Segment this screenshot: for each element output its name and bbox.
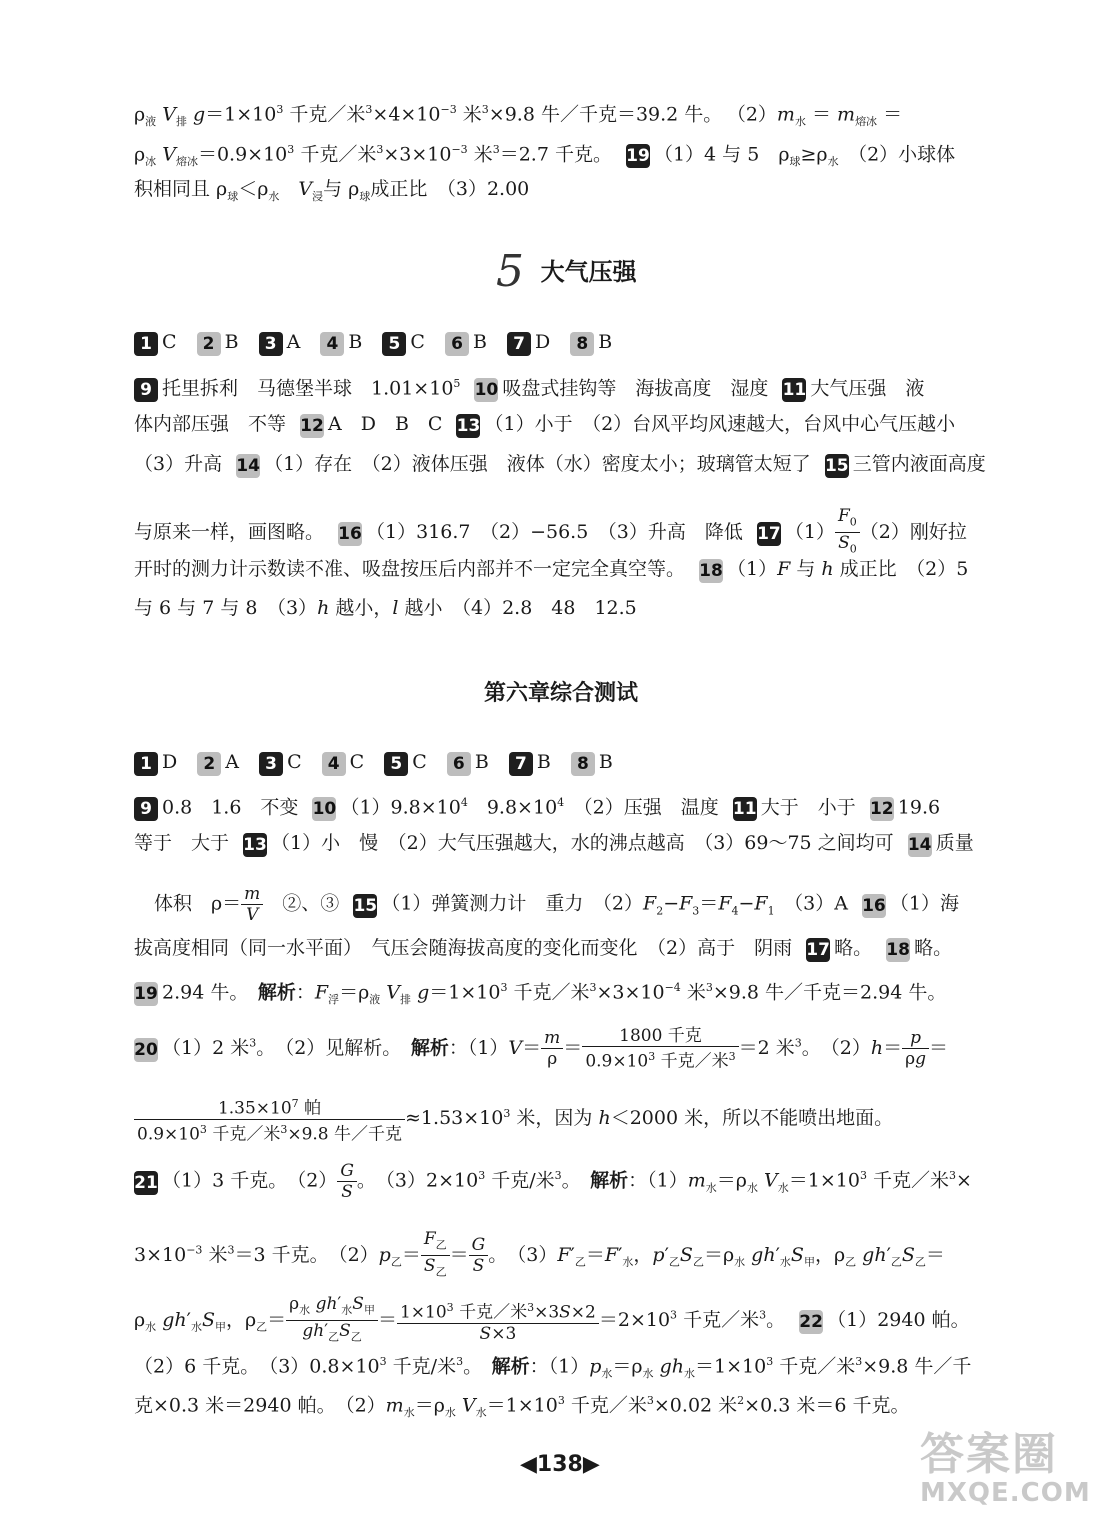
text-line: $\rho_水$ $gh'_水S_甲$，$\rho_乙=$ $\frac{\rho_水 gh'_水S_甲}{gh'_乙S_乙}$ ＝ $\frac{1\times 10^3 千克/米^3\times 3S\times 2}{S\times 3}$ $=2\times 10^3$ 千克／米$^3$。 22 （1）2940 帕。 (134, 1294, 970, 1348)
text-line: 开时的测力计示数读不准、吸盘按压后内部并不一定完全真空等。 18 （1）F 与 h 成正比 （2）5 (134, 558, 969, 581)
text-line: （3）升高 14 （1）存在 （2）液体压强 液体（水）密度太小；玻璃管太短了 15 三管内液面高度 (134, 453, 986, 476)
answer-letter: B (598, 751, 613, 773)
question-badge: 8 (570, 332, 594, 356)
text-line: 拔高度相同（同一水平面） 气压会随海拔高度的变化而变化 （2）高于 阴雨 17 略。 18 略。 (134, 937, 953, 960)
question-badge: 19 (626, 146, 650, 167)
answer-row (134, 330, 612, 356)
text-line: 体积 ρ＝ $\frac{m}{V}$ ②、③ 15 （1）弹簧测力计 重力 $(2)F_2-F_3=F_4-F_1$ （3）A 16 （1）海 (154, 884, 960, 925)
question-badge: 5 (382, 332, 406, 356)
text-line: 等于 大于 13 （1）小 慢 （2）大气压强越大，水的沸点越高 （3）69～75 之间均可 14 质量 (134, 832, 974, 855)
question-badge: 4 (320, 332, 344, 356)
text-line: 20 （1）2 米$^3$。 （2）见解析。 解析：（1）V＝ $\frac{m}{\rho}$ ＝ $\frac{\text{1800 千克}}{0.9\times 10^3 千克/米^3}$ ＝2 米$^3$。 （2）h＝ $\frac{p}{\rho g}$ ＝ (134, 1026, 949, 1072)
question-badge: 1 (134, 752, 158, 776)
answer-letter: C (412, 751, 427, 773)
question-badge: 7 (507, 332, 531, 356)
text-line: 19 2.94 牛。 解析：$F_浮=\rho_液$ $V_排$ $g=1\times 10^3$ 千克／米$^3\times 3\times 10^{-4}$ 米$^3$×9.8 牛／千克＝2.94 牛。 (134, 981, 947, 1007)
question-badge: 3 (259, 332, 283, 356)
question-badge: 6 (447, 752, 471, 776)
text-line: 体内部压强 不等 12 A D B C 13 （1）小于 （2）台风平均风速越大，台风中心气压越小 (134, 413, 956, 436)
text-line: 9 0.8 1.6 不变 10 $(1)9.8\times 10^4$ $9.8\times 10^4$ （2）压强 温度 11 大于 小于 12 19.6 (134, 791, 940, 821)
section-title-text: 大气压强 (540, 258, 637, 286)
question-badge: 2 (197, 752, 221, 776)
section-title (496, 246, 637, 297)
answer-row (134, 750, 613, 776)
answer-letter: B (536, 751, 551, 773)
answer-letter: C (162, 331, 177, 353)
answer-letter: D (535, 331, 551, 353)
answer-letter: B (598, 331, 613, 353)
answer-letter: B (348, 331, 363, 353)
question-badge: 1 (134, 332, 158, 356)
watermark: 答案圈 MXQE.COM (920, 1429, 1091, 1508)
answer-letter: D (162, 751, 178, 773)
text-line: $\rho_液$ $V_排$ $g=1\times 10^3$ 千克／米$^3\times 4\times 10^{-3}$ 米$^3$×9.8 牛／千克＝39.2 牛。 $(2)m_水 = m_{熔冰}$ ＝ (134, 103, 903, 129)
answer-letter: A (225, 751, 240, 773)
text-line: 9 托里拆利 马德堡半球 $1.01\times 10^5$ 10 吸盘式挂钩等 海拔高度 湿度 11 大气压强 液 (134, 372, 924, 402)
answer-letter: A (286, 331, 301, 353)
page-number: ◀138▶ (520, 1452, 600, 1477)
text-line: 与原来一样，画图略。 16 （1）316.7 （2）−56.5 （3）升高 降低 17 （1） $\frac{F_0}{S_0}$ （2）刚好拉 (134, 506, 967, 560)
text-line: 积相同且 $\rho_球<\rho_水$ $V_浸$与 $\rho_球$成正比 （3）2.00 (134, 178, 530, 203)
section-number: 5 (496, 246, 524, 297)
question-badge: 7 (509, 752, 533, 776)
text-line: （2）6 千克。 $(3)0.8\times 10^3$ 千克/米$^3$。 解析：$(1)p_水=\rho_水$ $gh_水=1\times 10^3$ 千克／米$^3$×9.8 牛／千 (134, 1355, 972, 1381)
text-line: 与 6 与 7 与 8 （3）h 越小，l 越小 （4）2.8 48 12.5 (134, 597, 637, 619)
text-line: $\frac{1.35\times 10^7 帕}{0.9\times 10^3 千克/米^3\times 9.8 牛/千克}$ $\approx 1.53\times 10^3$ 米，因为 h＜2000 米，所以不能喷出地面。 (134, 1094, 893, 1144)
text-line: $\rho_冰$ $V_{熔冰}=0.9\times 10^3$ 千克／米$^3\times 3\times 10^{-3}$ 米$^3$＝2.7 千克。 19 （1）4 与 5 $\rho_球\ge\rho_水$ （2）小球体 (134, 143, 956, 169)
question-badge: 2 (197, 332, 221, 356)
question-badge: 4 (322, 752, 346, 776)
question-badge: 6 (445, 332, 469, 356)
question-badge: 3 (259, 752, 283, 776)
question-badge: 8 (571, 752, 595, 776)
answer-letter: B (224, 331, 239, 353)
section-title: 第六章综合测试 (484, 681, 639, 706)
text-line: $3\times 10^{-3}$ 米$^3$＝3 千克。 $(2)p_乙=$ $\frac{F_乙}{S_乙}$ ＝ $\frac{G}{S}$ 。 $(3)F'_乙=F'_水$，$p'_乙S_乙=\rho_水$ $gh'_水S_甲$，$\rho_乙$ $gh'_乙S_乙=$ (134, 1229, 945, 1283)
answer-letter: B (474, 751, 489, 773)
text-line: 21 （1）3 千克。 （2） $\frac{G}{S}$ 。 $(3)2\times 10^3$ 千克/米$^3$。 解析：$(1)m_水=\rho_水$ $V_水=1\times 10^3$ 千克／米$^3$× (134, 1161, 972, 1202)
text-line: 克×0.3 米＝2940 帕。 $(2)m_水=\rho_水$ $V_水=1\times 10^3$ 千克／米$^3$×0.02 米$^2$×0.3 米＝6 千克。 (134, 1394, 910, 1420)
answer-letter: C (410, 331, 425, 353)
answer-letter: C (287, 751, 302, 773)
answer-letter: C (349, 751, 365, 773)
question-badge: 5 (384, 752, 408, 776)
answer-letter: B (473, 331, 487, 353)
